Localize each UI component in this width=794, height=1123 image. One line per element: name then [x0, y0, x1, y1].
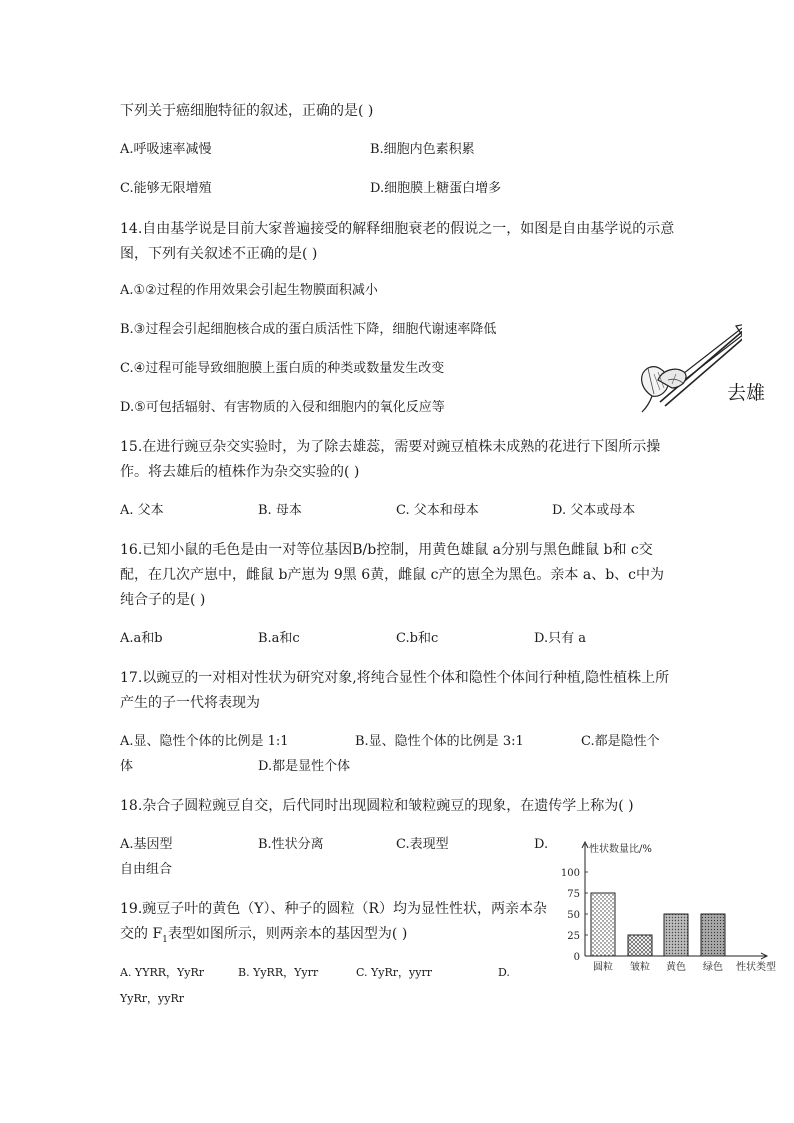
q18-option-d: D.	[534, 837, 549, 852]
y-tick-label: 0	[573, 952, 580, 963]
q15-option-b: B. 母本	[258, 503, 302, 518]
q14-option-c: C.④过程可能导致细胞膜上蛋白质的种类或数量发生改变	[120, 361, 445, 376]
q19-stem-post: 表型如图所示，则两亲本的基因型为( )	[167, 926, 408, 942]
emasculation-figure	[632, 322, 742, 414]
q13-option-d: D.细胞膜上糖蛋白增多	[370, 181, 502, 196]
q17-stem-line1: 17.以豌豆的一对相对性状为研究对象,将纯合显性个体和隐性个体间行种植,隐性植株上所	[120, 670, 670, 686]
q16-stem-line2: 配，在几次产崽中，雌鼠 b产崽为 9黑 6黄，雌鼠 c产的崽全为黑色。亲本 a、b、c中为	[120, 567, 665, 583]
bar-1	[628, 935, 652, 956]
q17-option-a: A.显、隐性个体的比例是 1:1	[120, 734, 289, 749]
q18-option-a: A.基因型	[120, 837, 173, 852]
q14-option-a: A.①②过程的作用效果会引起生物膜面积减小	[120, 283, 378, 298]
q14-stem-line1: 14.自由基学说是目前大家普遍接受的解释细胞衰老的假说之一，如图是自由基学说的示意	[120, 221, 675, 237]
q13-option-a: A.呼吸速率减慢	[120, 142, 212, 157]
q18-stem: 18.杂合子圆粒豌豆自交，后代同时出现圆粒和皱粒豌豆的现象，在遗传学上称为( )	[120, 798, 634, 814]
q16-stem-line3: 纯合子的是( )	[120, 592, 206, 608]
q13-option-c: C.能够无限增殖	[120, 181, 212, 196]
x-tick-label: 圆粒	[593, 962, 613, 973]
q16-option-a: A.a和b	[120, 631, 163, 646]
q19-option-b: B. YyRR，Yyrr	[238, 966, 319, 979]
q15-option-d: D. 父本或母本	[552, 503, 636, 518]
x-tick-label: 黄色	[666, 962, 686, 973]
y-tick-label: 75	[567, 889, 580, 900]
x-axis-label: 性状类型	[736, 962, 776, 973]
q17-option-d: D.都是显性个体	[258, 759, 351, 774]
bar-2	[664, 914, 688, 956]
q18-option-c: C.表现型	[396, 837, 449, 852]
q13-stem: 下列关于癌细胞特征的叙述，正确的是( )	[120, 103, 374, 119]
y-tick-label: 100	[560, 868, 580, 879]
q14-option-b: B.③过程会引起细胞核合成的蛋白质活性下降，细胞代谢速率降低	[120, 322, 497, 337]
q17-option-b: B.显、隐性个体的比例是 3:1	[355, 734, 524, 749]
q19-stem-line2	[120, 926, 407, 948]
q16-option-d: D.只有 a	[534, 631, 586, 646]
bar-0	[591, 893, 615, 956]
emasculation-label: 去雄	[727, 382, 766, 404]
phenotype-bar-chart	[560, 838, 788, 978]
x-tick-label: 绿色	[703, 962, 723, 973]
q13-option-b: B.细胞内色素积累	[370, 142, 475, 157]
q17-option-c: C.都是隐性个	[581, 734, 660, 749]
q18-option-b: B.性状分离	[258, 837, 324, 852]
q19-stem-sub: 1	[162, 934, 168, 945]
q15-stem-line2: 作。将去雄后的植株作为杂交实验的( )	[120, 464, 360, 480]
y-tick-label: 25	[567, 931, 580, 942]
q19-option-d-text: YyRr，yyRr	[120, 992, 184, 1005]
q16-stem-line1: 16.已知小鼠的毛色是由一对等位基因B/b控制，用黄色雄鼠 a分别与黑色雌鼠 b和 c交	[120, 542, 653, 558]
q14-stem-line2: 图，下列有关叙述不正确的是( )	[120, 246, 318, 262]
q15-option-c: C. 父本和母本	[396, 503, 479, 518]
q15-option-a: A. 父本	[120, 503, 164, 518]
q18-option-d-text: 自由组合	[120, 862, 173, 877]
q17-option-c-cont: 体	[120, 759, 134, 774]
y-tick-label: 50	[567, 910, 580, 921]
q15-stem-line1: 15.在进行豌豆杂交实验时，为了除去雄蕊，需要对豌豆植株未成熟的花进行下图所示操	[120, 439, 661, 455]
q19-option-c: C. YyRr，yyrr	[356, 966, 432, 979]
q17-stem-line2: 产生的子一代将表现为	[120, 695, 260, 711]
q16-option-c: C.b和c	[396, 631, 439, 646]
q19-stem-pre: 交的 F	[120, 926, 163, 942]
q14-option-d: D.⑤可包括辐射、有害物质的入侵和细胞内的氧化反应等	[120, 400, 445, 415]
q19-stem-line1: 19.豌豆子叶的黄色（Y）、种子的圆粒（R）均为显性性状，两亲本杂	[120, 901, 548, 917]
y-axis-label: 性状数量比/%	[589, 844, 652, 855]
x-tick-label: 皱粒	[630, 962, 650, 973]
q16-option-b: B.a和c	[258, 631, 300, 646]
q19-option-a: A. YYRR，YyRr	[120, 966, 205, 979]
bar-3	[701, 914, 725, 956]
q19-option-d: D.	[498, 966, 510, 979]
